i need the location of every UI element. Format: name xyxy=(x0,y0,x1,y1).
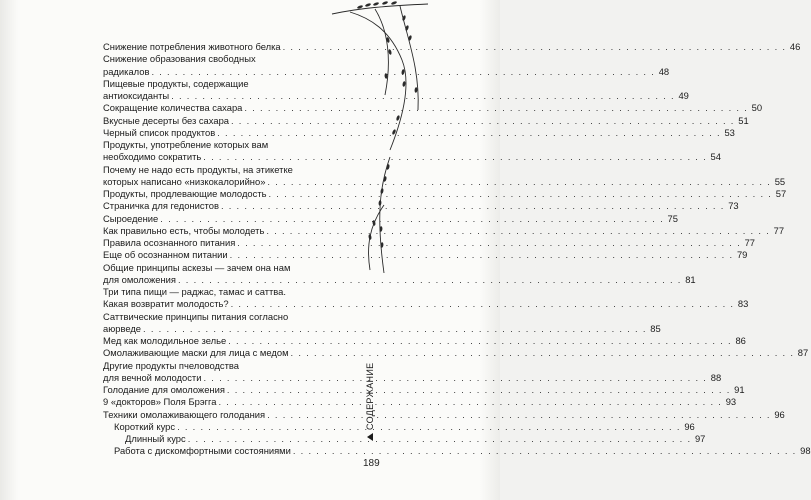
toc-entry xyxy=(103,273,696,286)
toc-entry xyxy=(103,65,670,78)
toc-leader-dots xyxy=(217,127,721,139)
toc-entry xyxy=(103,164,335,176)
toc-entry-title: Продукты, употребление которых вам xyxy=(103,139,269,150)
toc-entry-page: 48 xyxy=(658,65,670,77)
toc-entry-page: 54 xyxy=(710,151,721,163)
toc-leader-dots xyxy=(178,274,682,286)
toc-entry-page: 98 xyxy=(800,445,811,457)
toc-entry-title: Голодание для омоложения xyxy=(103,384,225,395)
toc-entry-title: Омолаживающие маски для лица с медом xyxy=(103,347,289,359)
toc-entry xyxy=(103,262,335,274)
page-number: 189 xyxy=(363,458,380,469)
toc-entry xyxy=(103,371,722,384)
toc-entry xyxy=(103,335,746,347)
toc-entry-title: Пищевые продукты, содержащие xyxy=(103,77,249,89)
toc-leader-dots xyxy=(291,347,795,359)
toc-entry xyxy=(103,249,748,261)
toc-leader-dots xyxy=(203,372,707,384)
toc-entry-title: Длинный курс xyxy=(125,433,186,444)
toc-entry-page: 55 xyxy=(774,175,786,187)
triangle-marker-icon xyxy=(367,433,373,441)
toc-entry xyxy=(103,78,335,90)
toc-entry xyxy=(103,420,695,433)
toc-entry-title: Снижение потребления животного белка xyxy=(103,41,281,52)
toc-entry-page: 57 xyxy=(775,188,787,199)
toc-entry-title: Короткий курс xyxy=(114,420,176,432)
toc-leader-dots xyxy=(203,151,707,163)
toc-entry xyxy=(103,126,735,139)
toc-leader-dots xyxy=(267,176,771,188)
toc-entry xyxy=(103,212,678,225)
toc-entry xyxy=(103,445,811,457)
toc-entry-title: антиоксиданты xyxy=(103,90,170,101)
toc-leader-dots xyxy=(221,200,725,212)
toc-entry-title: Три типа пищи — раджас, тамас и саттва. xyxy=(103,286,286,297)
running-header xyxy=(365,363,375,440)
toc-leader-dots xyxy=(160,213,664,225)
toc-entry-title: радикалов xyxy=(103,65,150,77)
toc-entry xyxy=(103,311,335,323)
toc-entry-page: 50 xyxy=(751,102,763,114)
toc-entry-page: 53 xyxy=(724,126,735,138)
toc-leader-dots xyxy=(228,335,732,347)
toc-entry-title: Техники омолаживающего голодания xyxy=(103,408,266,420)
toc-entry xyxy=(103,433,706,445)
toc-entry-page: 51 xyxy=(738,114,749,126)
toc-entry xyxy=(103,90,689,102)
toc-entry-title: аюрведе xyxy=(103,322,142,334)
toc-entry-title: Как правильно есть, чтобы молодеть xyxy=(103,224,265,236)
toc-entry-title: Почему не надо есть продукты, на этикетке xyxy=(103,163,293,175)
toc-entry-title: Общие принципы аскезы — зачем она нам xyxy=(103,261,291,273)
toc-entry-page: 97 xyxy=(694,433,706,444)
toc-leader-dots xyxy=(218,396,722,408)
toc-entry xyxy=(103,102,763,114)
toc-entry-page: 46 xyxy=(789,41,801,52)
toc-leader-dots xyxy=(237,237,741,249)
toc-entry-title: Другие продукты пчеловодства xyxy=(103,359,239,371)
toc-entry-title: Мед как молодильное зелье xyxy=(103,335,227,346)
toc-entry-page: 49 xyxy=(678,90,689,101)
toc-entry xyxy=(103,408,785,421)
toc-leader-dots xyxy=(283,41,787,53)
toc-entry xyxy=(103,384,745,396)
toc-entry xyxy=(103,347,809,359)
toc-leader-dots xyxy=(151,66,655,78)
toc-entry-page: 91 xyxy=(734,384,745,395)
toc-entry-title: Сыроедение xyxy=(103,212,159,224)
toc-entry-title: которых написано «низкокалорийно» xyxy=(103,175,266,187)
toc-entry-page: 96 xyxy=(774,408,785,420)
toc-entry-title: Вкусные десерты без сахара xyxy=(103,114,229,126)
toc-entry-title: Саттвические принципы питания согласно xyxy=(103,310,289,322)
toc-entry xyxy=(103,114,749,127)
toc-leader-dots xyxy=(267,409,771,421)
toc-entry-page: 77 xyxy=(773,224,785,236)
toc-leader-dots xyxy=(188,433,692,445)
toc-entry-title: необходимо сократить xyxy=(103,151,202,163)
toc-entry xyxy=(103,360,335,372)
toc-entry-page: 85 xyxy=(650,322,661,334)
toc-entry-page: 81 xyxy=(685,273,696,285)
toc-entry-title: Страничка для гедонистов xyxy=(103,200,219,212)
toc-leader-dots xyxy=(230,249,734,261)
toc-entry-title: 9 «докторов» Поля Брэгга xyxy=(103,396,217,408)
section-title: СОДЕРЖАНИЕ xyxy=(365,362,375,430)
toc-entry-title: Продукты, продлевающие молодость xyxy=(103,188,267,199)
toc-entry-title: Работа с дискомфортными состояниями xyxy=(114,445,291,457)
toc-entry-page: 96 xyxy=(684,420,695,432)
toc-entry-title: Еще об осознанном питании xyxy=(103,249,228,261)
toc-entry xyxy=(103,286,335,298)
toc-leader-dots xyxy=(231,115,735,127)
toc-entry xyxy=(103,224,785,237)
toc-entry xyxy=(103,396,737,408)
toc-leader-dots xyxy=(244,102,748,114)
toc-entry-title: для омоложения xyxy=(103,273,176,285)
toc-entry-page: 88 xyxy=(710,371,722,383)
toc-entry-title: Снижение образования свободных xyxy=(103,53,256,65)
toc-entry xyxy=(103,188,787,200)
toc-entry-page: 79 xyxy=(736,249,748,261)
toc-entry xyxy=(103,322,661,335)
toc-entry-page: 86 xyxy=(735,335,746,346)
toc-entry-title: Сокращение количества сахара xyxy=(103,102,243,114)
toc-entry-page: 93 xyxy=(725,396,737,408)
toc-entry xyxy=(103,200,739,212)
toc-leader-dots xyxy=(231,298,735,310)
toc-entry xyxy=(103,53,335,65)
toc-entry xyxy=(103,139,335,151)
toc-leader-dots xyxy=(171,90,675,102)
toc-leader-dots xyxy=(269,188,773,200)
toc-entry-title: Правила осознанного питания xyxy=(103,237,236,248)
toc-entry-page: 77 xyxy=(744,237,755,248)
toc-entry-title: Какая возвратит молодость? xyxy=(103,298,229,310)
toc-entry xyxy=(103,175,786,188)
toc-entry xyxy=(103,151,721,163)
toc-leader-dots xyxy=(143,323,647,335)
toc-entry-page: 83 xyxy=(737,298,749,310)
toc-entry-page: 87 xyxy=(797,347,809,359)
toc-entry xyxy=(103,41,801,53)
toc-entry-page: 75 xyxy=(667,212,678,224)
toc-leader-dots xyxy=(227,384,731,396)
toc-entry-title: для вечной молодости xyxy=(103,371,202,383)
toc-leader-dots xyxy=(177,421,681,433)
toc-leader-dots xyxy=(266,225,770,237)
toc-leader-dots xyxy=(293,445,797,457)
toc-entry-title: Черный список продуктов xyxy=(103,126,216,138)
toc-entry-page: 73 xyxy=(728,200,739,212)
toc-entry xyxy=(103,298,749,310)
toc-entry xyxy=(103,237,755,249)
